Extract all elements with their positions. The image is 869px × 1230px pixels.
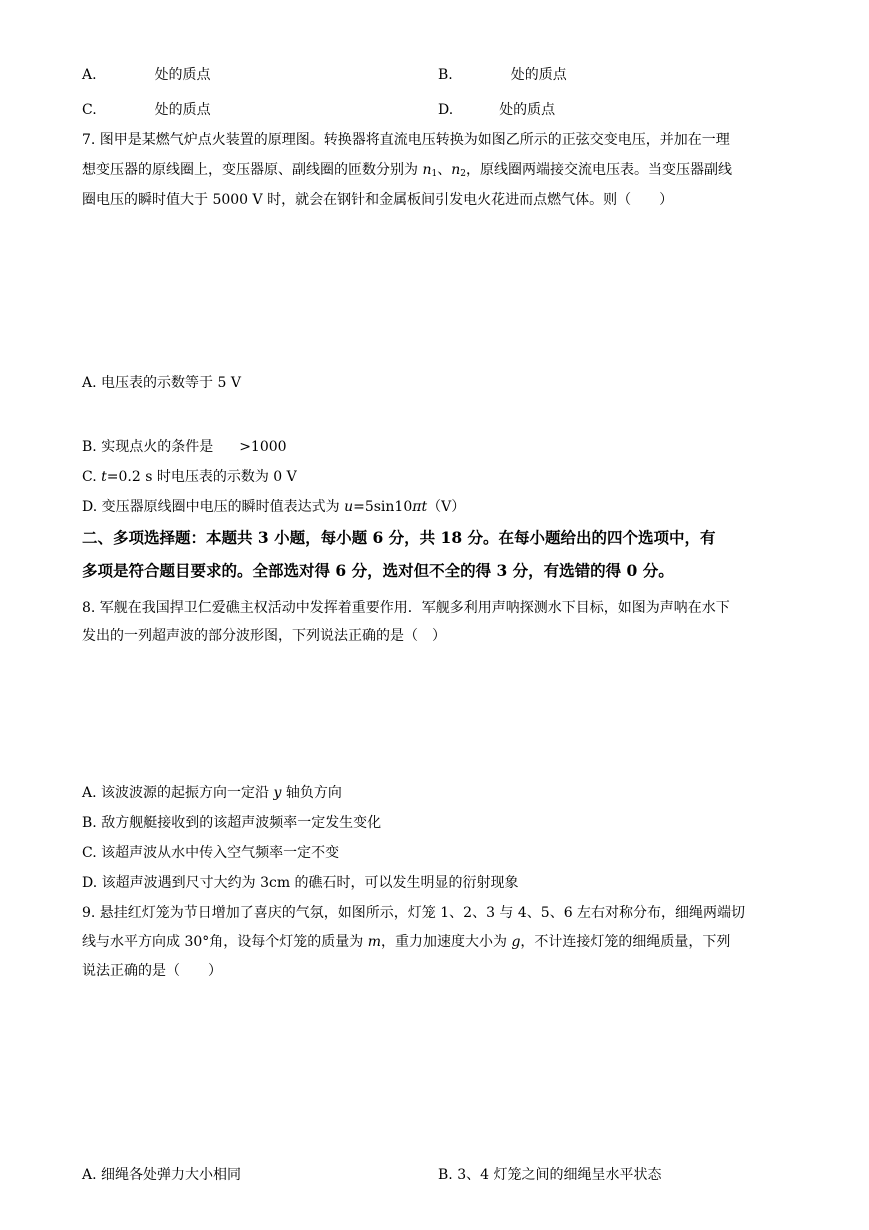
q7-option-c [82,467,297,487]
q6-option-d [438,100,555,120]
var-g: g [511,934,521,950]
text: 线与水平方向成 30°角，设每个灯笼的质量为 [82,934,368,950]
q9-stem-line2 [82,932,730,952]
var-t: t [101,469,107,485]
q6-option-c [82,100,211,120]
text: A. 该波波源的起振方向一定沿 [82,785,274,801]
q6-option-a [82,65,211,85]
q9-stem-line1: 9. 悬挂红灯笼为节日增加了喜庆的气氛，如图所示，灯笼 1、2、3 与 4、5、6 左右对称分布，细绳两端切 [82,905,746,921]
q6-option-b [438,65,567,85]
var-pit: πt [412,499,428,515]
q7-stem-line1: 7. 图甲是某燃气炉点火装置的原理图。转换器将直流电压转换为如图乙所示的正弦交变电压，并加在一理 [82,132,730,148]
q7-stem-line3: 圈电压的瞬时值大于 5000 V 时，就会在钢针和金属板间引发电火花进而点燃气体。则（ ） [82,192,674,208]
text: 轴负方向 [281,785,342,801]
q8-stem-line1: 8. 军舰在我国捍卫仁爱礁主权活动中发挥着重要作用．军舰多利用声呐探测水下目标，如图为声呐在水下 [82,600,730,616]
option-letter: C. [82,102,97,118]
q7-option-a: A. 电压表的示数等于 5 V [82,375,241,391]
var-y: y [273,785,282,801]
text: 、 [437,162,452,178]
subscript: 2 [460,169,466,179]
var-u: u [344,499,354,515]
text: ，重力加速度大小为 [381,934,512,950]
option-letter: D. [438,102,454,118]
q8-option-a [82,783,342,803]
var-n1: n [422,162,432,178]
text: ，原线圈两端接交流电压表。当变压器副线 [465,162,732,178]
text: =5sin10 [353,499,413,515]
text: ，不计连接灯笼的细绳质量，下列 [520,934,731,950]
q8-stem-line2: 发出的一列超声波的部分波形图，下列说法正确的是（ ） [82,628,446,644]
text: =0.2 s 时电压表的示数为 0 V [106,469,297,485]
var-m: m [367,934,381,950]
text: 想变压器的原线圈上，变压器原、副线圈的匝数分别为 [82,162,423,178]
q8-option-c: C. 该超声波从水中传入空气频率一定不变 [82,845,340,861]
text: B. 实现点火的条件是 [82,439,214,455]
option-letter: B. [438,67,453,83]
q9-option-b: B. 3、4 灯笼之间的细绳呈水平状态 [438,1167,662,1183]
q8-option-d: D. 该超声波遇到尺寸大约为 3cm 的礁石时，可以发生明显的衍射现象 [82,875,519,891]
q8-option-b: B. 敌方舰艇接收到的该超声波频率一定发生变化 [82,815,382,831]
q9-option-a: A. 细绳各处弹力大小相同 [82,1167,242,1183]
option-text: 处的质点 [154,67,211,83]
subscript: 1 [431,169,438,179]
q9-stem-line3: 说法正确的是（ ） [82,963,222,979]
option-text: 处的质点 [499,102,556,118]
text: C. [82,469,102,485]
option-text: 处的质点 [510,67,567,83]
section-header-line1: 二、多项选择题：本题共 3 小题，每小题 6 分，共 18 分。在每小题给出的四个选项中，有 [82,528,716,547]
q7-option-b [82,437,287,457]
q7-stem-line2 [82,160,732,184]
option-text: 处的质点 [154,102,211,118]
q7-option-d [82,497,465,517]
text: D. 变压器原线圈中电压的瞬时值表达式为 [82,499,345,515]
var-n2: n [451,162,461,178]
text: （V） [427,499,466,515]
text: >1000 [239,439,287,455]
option-letter: A. [82,67,97,83]
section-header-line2: 多项是符合题目要求的。全部选对得 6 分，选对但不全的得 3 分，有选错的得 0 分。 [82,561,674,580]
